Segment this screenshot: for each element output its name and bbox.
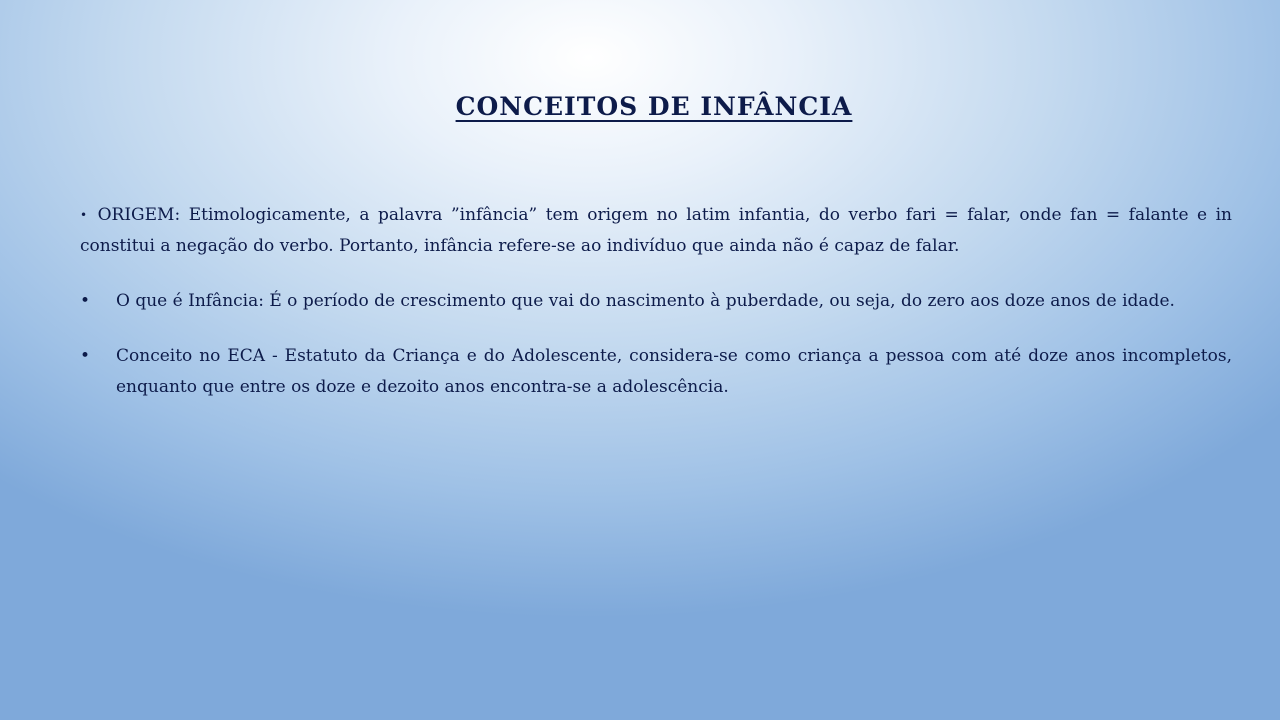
definition-text: O que é Infância: É o período de crescimento que vai do nascimento à puberdade, ou seja, do zero aos doze anos de idade. — [116, 291, 1175, 311]
slide-body — [80, 200, 1232, 403]
bullet-marker: • — [80, 346, 91, 366]
slide-title: CONCEITOS DE INFÂNCIA — [455, 92, 853, 121]
origem-paragraph — [80, 200, 1232, 262]
bullet-item-eca — [80, 341, 1232, 403]
bullet-marker: • — [80, 291, 91, 311]
bullet-marker: • — [80, 208, 88, 222]
eca-text: Conceito no ECA - Estatuto da Criança e do Adolescente, considera-se como criança a pessoa com até doze anos incompletos, enquanto que entre os doze e dezoito anos encontra-se a adolescência. — [116, 346, 1232, 397]
origem-text: ORIGEM: Etimologicamente, a palavra ”infância” tem origem no latim infantia, do verbo fari = falar, onde fan = falante e in constitui a negação do verbo. Portanto, infância refere-se ao indivíduo que ainda não é capaz de falar. — [80, 205, 1233, 256]
bullet-item-definition — [80, 286, 1232, 317]
